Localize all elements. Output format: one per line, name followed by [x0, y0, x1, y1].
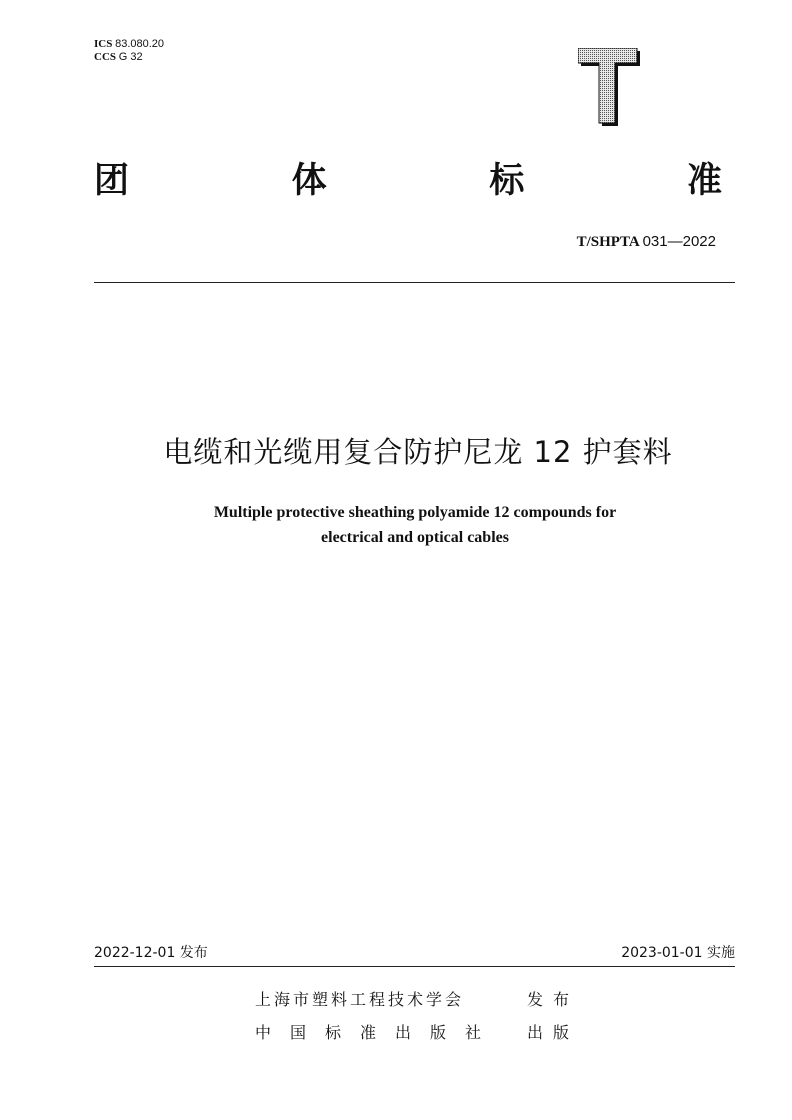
ics-label: ICS — [94, 38, 113, 50]
ccs-code: G 32 — [118, 51, 143, 63]
publisher-role: 出版 — [527, 1023, 580, 1042]
bottom-divider — [94, 966, 735, 967]
classification-codes — [94, 38, 164, 64]
top-divider — [94, 282, 735, 283]
title-english-line: Multiple protective sheathing polyamide 12 compounds for — [213, 504, 617, 521]
issue-date: 2022-12-01 发布 — [94, 945, 208, 961]
standard-type-char: 准 — [686, 161, 722, 201]
standard-number-code: 031—2022 — [642, 233, 716, 250]
ics-line — [94, 38, 164, 51]
title-english-line: electrical and optical cables — [321, 529, 509, 546]
title-chinese: 电缆和光缆用复合防护尼龙 12 护套料 — [163, 435, 673, 469]
publisher-row — [255, 1022, 585, 1044]
ics-code: 83.080.20 — [115, 38, 165, 50]
implementation-date: 2023-01-01 实施 — [621, 945, 735, 961]
standard-type-heading — [94, 158, 722, 204]
standard-type-char: 体 — [291, 161, 327, 201]
dates-row — [94, 942, 735, 962]
ccs-line — [94, 51, 164, 64]
standard-type-char: 标 — [489, 161, 525, 201]
publisher-organization: 中国标准出版社 — [255, 1023, 501, 1042]
standard-number-prefix: T/SHPTA — [576, 234, 639, 250]
issuer-organization: 上海市塑料工程技术学会 — [255, 990, 465, 1009]
issuer-row — [255, 989, 585, 1011]
t-standard-logo — [578, 48, 640, 126]
standard-type-char: 团 — [94, 161, 130, 201]
standard-number — [577, 233, 716, 251]
title-english — [0, 500, 792, 550]
ccs-label: CCS — [94, 51, 117, 63]
issuer-role: 发布 — [527, 990, 580, 1009]
